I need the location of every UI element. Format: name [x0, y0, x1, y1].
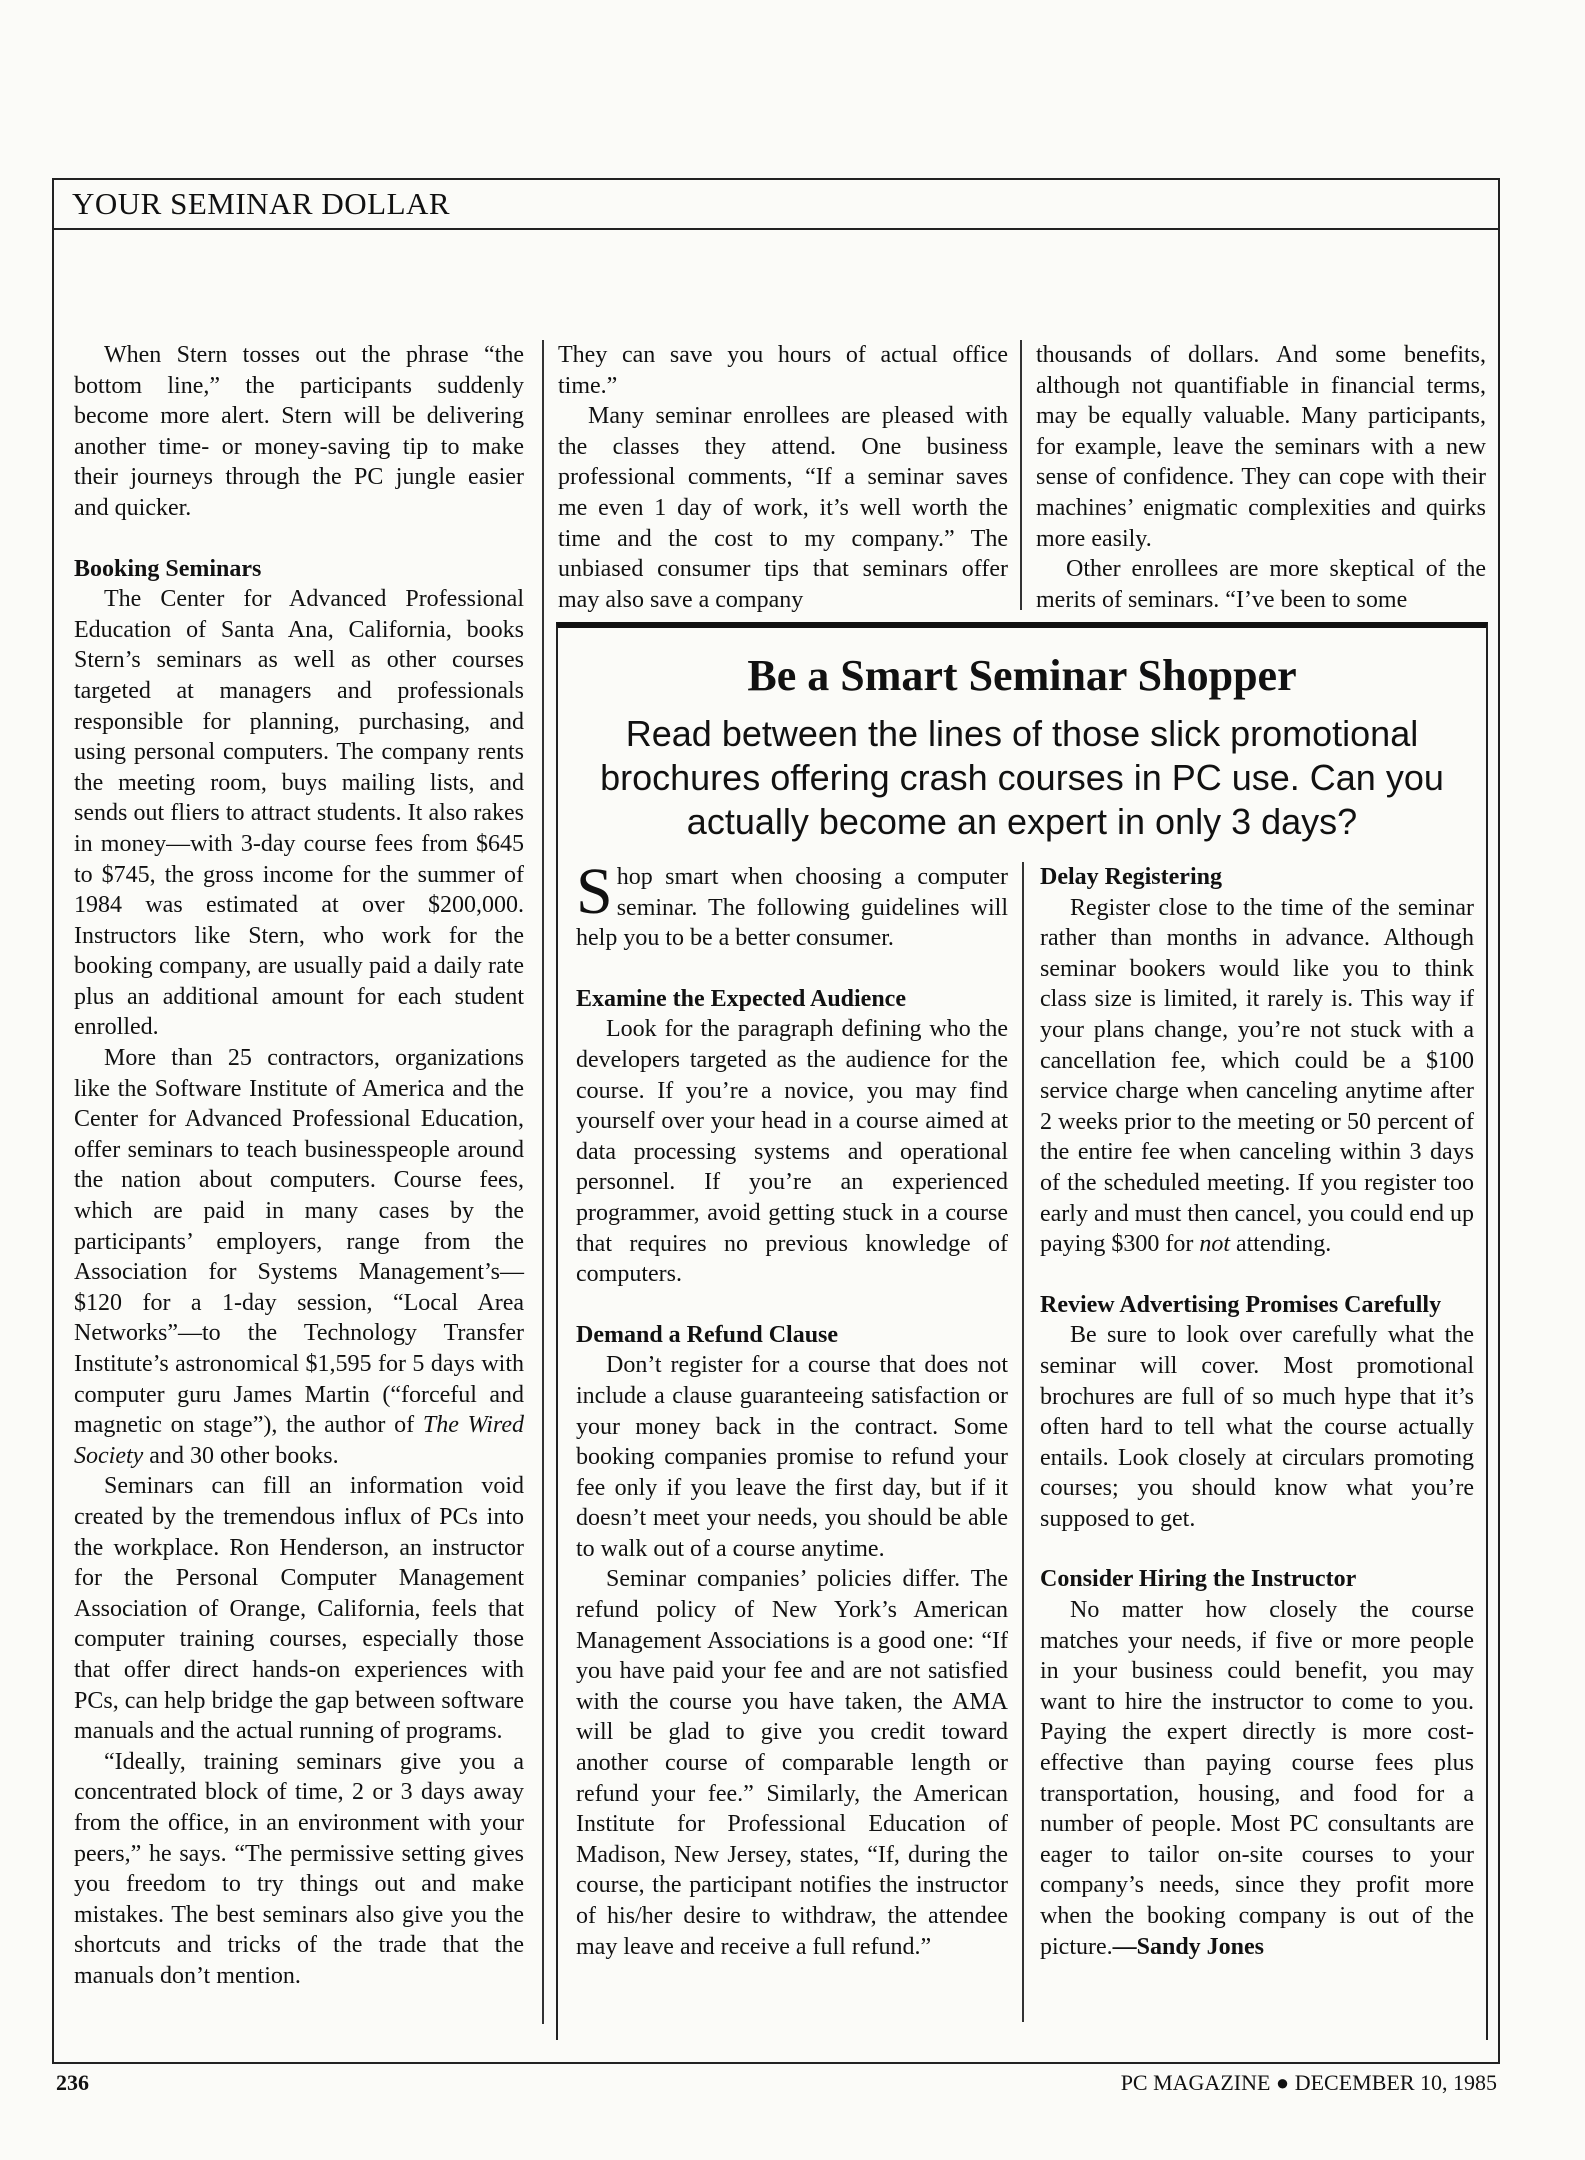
subhead-audience: Examine the Expected Audience [576, 985, 906, 1012]
paragraph: The Center for Advanced Professional Education of Santa Ana, California, books Stern’s seminars as well as other courses targeted at managers and professionals responsible for planning, purchasing, and using personal computers. The company rents the meeting room, buys mailing lists, and sends out fliers to attract students. It also rakes in money—with 3-day course fees from $645 to $745, the gross income for the summer of 1984 was estimated at over $200,000. Instructors like Stern, who work for the booking company, are usually paid a daily rate plus an additional amount for each student enrolled. [74, 586, 524, 1041]
paragraph: More than 25 contractors, organizations like the Software Institute of America and the Center for Advanced Professional Education, offer seminars to teach businesspeople around the nation about computers. Course fees, which are paid in many cases by the participants’ employers, range from the Association for Systems Management’s—$120 for a 1-day session, “Local Area Networks”—to the Technology Transfer Institute’s astronomical $1,595 for 5 days with computer guru James Martin (“forceful and magnetic on stage”), the author of The Wired Society and 30 other books. [74, 1045, 525, 1469]
section-title: YOUR SEMINAR DOLLAR [72, 186, 451, 221]
subhead-delay: Delay Registering [1040, 864, 1222, 890]
column-rule [1022, 862, 1024, 2022]
sidebar-intro: Shop smart when choosing a computer seminar. The following guidelines will help you to be a better consumer. [576, 855, 1008, 952]
sidebar-title: Be a Smart Seminar Shopper [747, 651, 1297, 700]
paragraph: “Ideally, training seminars give you a concentrated block of time, 2 or 3 days away from the office, in an environment with your peers,” he says. “The permissive setting gives you freedom to try things out and make mistakes. The best seminars also give you the shortcuts and tricks of the trade that the manuals don’t mention. [74, 1748, 524, 1989]
paragraph: Look for the paragraph defining who the developers targeted as the audience for the course. If you’re a novice, you may find yourself over your head in a course aimed at data processing systems and operational personnel. If you’re an experienced programmer, avoid getting stuck in a course that requires no previous knowledge of computers. [576, 1016, 1008, 1288]
column-rule [1020, 340, 1022, 610]
byline: —Sandy Jones [1112, 1933, 1265, 1960]
paragraph: When Stern tosses out the phrase “the bottom line,” the participants suddenly become more alert. Stern will be delivering another time- or money-saving tip to make their journeys through the PC jungle easier and quicker. [74, 342, 524, 521]
paragraph: Don’t register for a course that does not include a clause guaranteeing satisfaction or your money back in the contract. Some booking companies promise to refund your fee only if you leave the first day, but if it doesn’t meet your needs, you should be able to walk out of a course anytime. [576, 1352, 1008, 1562]
paragraph: thousands of dollars. And some benefits, although not quantifiable in financial terms, may be equally valuable. Many participants, for example, leave the seminars with a new sense of confidence. They can cope with their machines’ enigmatic complexities and quirks more easily. [1036, 342, 1486, 552]
article-column-2 [558, 340, 1008, 615]
emphasis: not [1199, 1231, 1230, 1258]
paragraph: They can save you hours of actual office time.” [558, 342, 1008, 399]
drop-cap: S [576, 855, 613, 928]
subhead-hire: Consider Hiring the Instructor [1040, 1566, 1357, 1593]
paragraph: Other enrollees are more skeptical of the merits of seminars. “I’ve been to some [1036, 556, 1486, 613]
paragraph: No matter how closely the course matches your needs, if five or more people in your business could benefit, you may want to hire the instructor to come to you. Paying the expert directly is more cost-effective than paying course fees plus transportation, housing, and food for a number of people. Most PC consultants are eager to tailor on-site courses to your company’s needs, since they profit more when the booking company is out of the picture.—Sandy Jones [1040, 1597, 1474, 1960]
publication-line: PC MAGAZINE ● DECEMBER 10, 1985 [1120, 2070, 1497, 2095]
subhead-booking-seminars: Booking Seminars [74, 555, 262, 582]
book-title: The Wired Society [74, 1412, 525, 1469]
paragraph: Seminars can fill an information void created by the tremendous influx of PCs into the workplace. Ron Henderson, an instructor for the Personal Computer Management Association of Orange, California, feels that computer training courses, especially those that offer direct hands-on experiences with PCs, can help bridge the gap between software manuals and the actual running of programs. [74, 1473, 524, 1745]
footer-rule [52, 2062, 1500, 2064]
sidebar-column-1 [576, 855, 1008, 1962]
sidebar-column-2 [1040, 862, 1474, 1962]
paragraph: Register close to the time of the seminar rather than months in advance. Although seminar bookers would like you to think class size is limited, it rarely is. This way if your plans change, you’re not stuck with a cancellation fee, which could be a $100 service charge when canceling anytime after 2 weeks prior to the meeting or 50 percent of the entire fee when canceling within 3 days of the scheduled meeting. If you register too early and must then cancel, you could end up paying $300 for not attending. [1040, 894, 1474, 1258]
article-column-3 [1036, 340, 1486, 615]
paragraph: Seminar companies’ policies differ. The refund policy of New York’s American Management Associations is a good one: “If you have paid your fee and are not satisfied with the course you have taken, the AMA will be glad to give you credit toward another course of comparable length or refund your fee.” Similarly, the American Institute for Professional Education of Madison, New Jersey, states, “If, during the course, the participant notifies the instructor of his/her desire to withdraw, the attendee may leave and receive a full refund.” [576, 1566, 1008, 1960]
page-number: 236 [56, 2070, 89, 2095]
article-column-1 [74, 340, 524, 1991]
column-rule [542, 340, 544, 2024]
paragraph: Many seminar enrollees are pleased with the classes they attend. One business professional comments, “If a seminar saves me even 1 day of work, it’s well worth the time and the cost to my company.” The unbiased consumer tips that seminars offer may also save a company [558, 403, 1008, 613]
paragraph: Be sure to look over carefully what the seminar will cover. Most promotional brochures are full of so much hype that it’s often hard to tell what the course actually entails. Look closely at circulars promoting courses; you should know what you’re supposed to get. [1040, 1322, 1474, 1532]
subhead-advertising: Review Advertising Promises Carefully [1040, 1291, 1442, 1318]
subhead-refund: Demand a Refund Clause [576, 1321, 839, 1348]
sidebar-deck: Read between the lines of those slick promotional brochures offering crash courses in PC use. Can you actually become an expert in only 3 days? [600, 713, 1444, 842]
